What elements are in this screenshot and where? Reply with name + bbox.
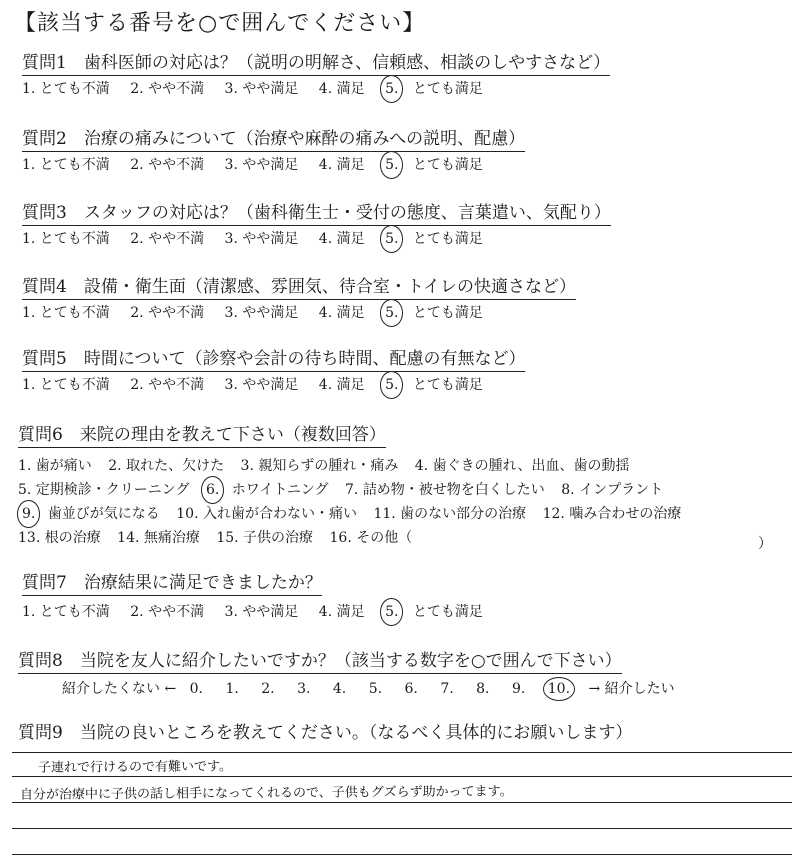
scale-9[interactable]: 9. bbox=[511, 681, 526, 697]
option-5-circled[interactable]: 5. bbox=[385, 81, 399, 97]
option-4[interactable]: 4. 満足 bbox=[318, 604, 365, 620]
option-5-label: とても満足 bbox=[412, 377, 483, 393]
option-4[interactable]: 4. 満足 bbox=[318, 377, 365, 393]
answer-line-3 bbox=[12, 802, 792, 803]
answer-line-4 bbox=[12, 828, 792, 829]
option-3[interactable]: 3. やや満足 bbox=[224, 157, 299, 173]
scale-6[interactable]: 6. bbox=[404, 681, 418, 697]
question-6 bbox=[18, 424, 788, 552]
question-8 bbox=[18, 650, 788, 697]
option-2[interactable]: 2. やや不満 bbox=[130, 157, 205, 173]
question-6-heading: 質問6 来院の理由を教えて下さい（複数回答） bbox=[18, 424, 386, 448]
question-5 bbox=[22, 348, 792, 395]
option-1[interactable]: 1. とても不満 bbox=[22, 377, 110, 393]
option-5-label: とても満足 bbox=[412, 305, 483, 321]
question-4-heading: 質問4 設備・衛生面（清潔感、雰囲気、待合室・トイレの快適さなど） bbox=[22, 276, 576, 300]
question-3-options bbox=[22, 229, 792, 249]
scale-10-circled[interactable]: 10. bbox=[547, 681, 571, 697]
scale-2[interactable]: 2. bbox=[261, 681, 275, 697]
q6-row-1 bbox=[18, 456, 641, 476]
q6-item-10[interactable]: 10. 入れ歯が合わない・痛い bbox=[176, 506, 357, 522]
q6-item-12[interactable]: 12. 噛み合わせの治療 bbox=[542, 506, 682, 522]
option-5-label: とても満足 bbox=[412, 231, 483, 247]
q6-item-11[interactable]: 11. 歯のない部分の治療 bbox=[373, 506, 527, 522]
option-5-circled[interactable]: 5. bbox=[385, 157, 399, 173]
question-5-heading: 質問5 時間について（診察や会計の待ち時間、配慮の有無など） bbox=[22, 348, 525, 372]
option-1[interactable]: 1. とても不満 bbox=[22, 604, 110, 620]
option-5-label: とても満足 bbox=[412, 81, 483, 97]
option-2[interactable]: 2. やや不満 bbox=[130, 377, 205, 393]
q6-item-6-circled[interactable]: 6. bbox=[205, 482, 220, 498]
option-1[interactable]: 1. とても不満 bbox=[22, 305, 110, 321]
recommend-scale bbox=[62, 678, 675, 698]
option-2[interactable]: 2. やや不満 bbox=[130, 604, 205, 620]
option-3[interactable]: 3. やや満足 bbox=[224, 231, 299, 247]
question-1-heading: 質問1 歯科医師の対応は？（説明の明解さ、信頼感、相談のしやすさなど） bbox=[22, 52, 610, 76]
page-title: 【該当する番号を○で囲んでください】 bbox=[14, 11, 426, 36]
answer-line-1 bbox=[12, 752, 792, 753]
q6-item-9-label: 歯並びが気になる bbox=[47, 506, 160, 522]
option-5-label: とても満足 bbox=[412, 157, 483, 173]
option-1[interactable]: 1. とても不満 bbox=[22, 81, 110, 97]
option-1[interactable]: 1. とても不満 bbox=[22, 157, 110, 173]
question-3-heading: 質問3 スタッフの対応は？（歯科衛生士・受付の態度、言葉遣い、気配り） bbox=[22, 202, 611, 226]
question-2-options bbox=[22, 155, 792, 175]
q6-item-7[interactable]: 7. 詰め物・被せ物を白くしたい bbox=[345, 482, 545, 498]
question-1 bbox=[22, 52, 792, 99]
q6-item-14[interactable]: 14. 無痛治療 bbox=[117, 530, 200, 546]
q6-item-9-circled[interactable]: 9. bbox=[22, 506, 36, 522]
handwritten-answer-2: 自分が治療中に子供の話し相手になってくれるので、子供もグズらず助かってます。 bbox=[19, 784, 513, 803]
option-3[interactable]: 3. やや満足 bbox=[224, 377, 299, 393]
q6-item-8[interactable]: 8. インプラント bbox=[561, 482, 664, 498]
question-9 bbox=[18, 722, 788, 745]
question-8-heading: 質問8 当院を友人に紹介したいですか？（該当する数字を○で囲んで下さい） bbox=[18, 650, 622, 674]
option-4[interactable]: 4. 満足 bbox=[318, 81, 365, 97]
answer-line-5 bbox=[12, 854, 792, 855]
option-4[interactable]: 4. 満足 bbox=[318, 157, 365, 173]
question-5-options bbox=[22, 375, 792, 395]
question-9-heading: 質問9 当院の良いところを教えてください。（なるべく具体的にお願いします） bbox=[18, 723, 633, 743]
answer-line-2 bbox=[12, 776, 792, 777]
option-4[interactable]: 4. 満足 bbox=[318, 231, 365, 247]
option-3[interactable]: 3. やや満足 bbox=[224, 604, 299, 620]
q6-row-2 bbox=[18, 480, 675, 500]
option-4[interactable]: 4. 満足 bbox=[318, 305, 365, 321]
question-7 bbox=[22, 572, 792, 622]
q6-item-16[interactable]: 16. その他（ bbox=[329, 530, 413, 546]
question-1-options bbox=[22, 79, 792, 99]
scale-1[interactable]: 1. bbox=[225, 681, 239, 697]
q6-row-4 bbox=[18, 528, 424, 548]
option-1[interactable]: 1. とても不満 bbox=[22, 231, 110, 247]
scale-0[interactable]: 0. bbox=[189, 681, 203, 697]
q6-item-1[interactable]: 1. 歯が痛い bbox=[18, 458, 92, 474]
option-5-circled[interactable]: 5. bbox=[385, 305, 399, 321]
q6-item-2[interactable]: 2. 取れた、欠けた bbox=[108, 458, 225, 474]
option-2[interactable]: 2. やや不満 bbox=[130, 305, 205, 321]
scale-8[interactable]: 8. bbox=[476, 681, 490, 697]
option-5-label: とても満足 bbox=[412, 604, 483, 620]
question-7-heading: 質問7 治療結果に満足できましたか？ bbox=[22, 572, 322, 596]
option-5-circled[interactable]: 5. bbox=[385, 604, 399, 620]
option-2[interactable]: 2. やや不満 bbox=[130, 81, 205, 97]
option-3[interactable]: 3. やや満足 bbox=[224, 81, 299, 97]
question-3 bbox=[22, 202, 792, 249]
question-2-heading: 質問2 治療の痛みについて（治療や麻酔の痛みへの説明、配慮） bbox=[22, 128, 525, 152]
q6-item-5[interactable]: 5. 定期検診・クリーニング bbox=[18, 482, 190, 498]
scale-3[interactable]: 3. bbox=[297, 681, 311, 697]
q6-item-6-label: ホワイトニング bbox=[231, 482, 329, 498]
question-2 bbox=[22, 128, 792, 175]
question-4-options bbox=[22, 303, 792, 323]
scale-5[interactable]: 5. bbox=[368, 681, 383, 697]
scale-left-label: 紹介したくない ← bbox=[62, 681, 177, 697]
option-5-circled[interactable]: 5. bbox=[385, 377, 399, 393]
question-7-options bbox=[22, 602, 792, 622]
q6-item-4[interactable]: 4. 歯ぐきの腫れ、出血、歯の動揺 bbox=[414, 458, 630, 474]
scale-7[interactable]: 7. bbox=[440, 681, 454, 697]
q6-item-15[interactable]: 15. 子供の治療 bbox=[216, 530, 314, 546]
scale-4[interactable]: 4. bbox=[332, 681, 347, 697]
option-3[interactable]: 3. やや満足 bbox=[224, 305, 299, 321]
q6-row-3 bbox=[22, 504, 693, 524]
scale-right-label: → 紹介したい bbox=[588, 681, 675, 697]
option-2[interactable]: 2. やや不満 bbox=[130, 231, 205, 247]
q6-item-3[interactable]: 3. 親知らずの腫れ・痛み bbox=[240, 458, 399, 474]
option-5-circled[interactable]: 5. bbox=[385, 231, 399, 247]
question-4 bbox=[22, 276, 792, 323]
q6-item-13[interactable]: 13. 根の治療 bbox=[18, 530, 101, 546]
handwritten-answer-1: 子連れで行けるので有難いです。 bbox=[37, 759, 233, 776]
q6-other-close-paren: ） bbox=[758, 536, 772, 552]
